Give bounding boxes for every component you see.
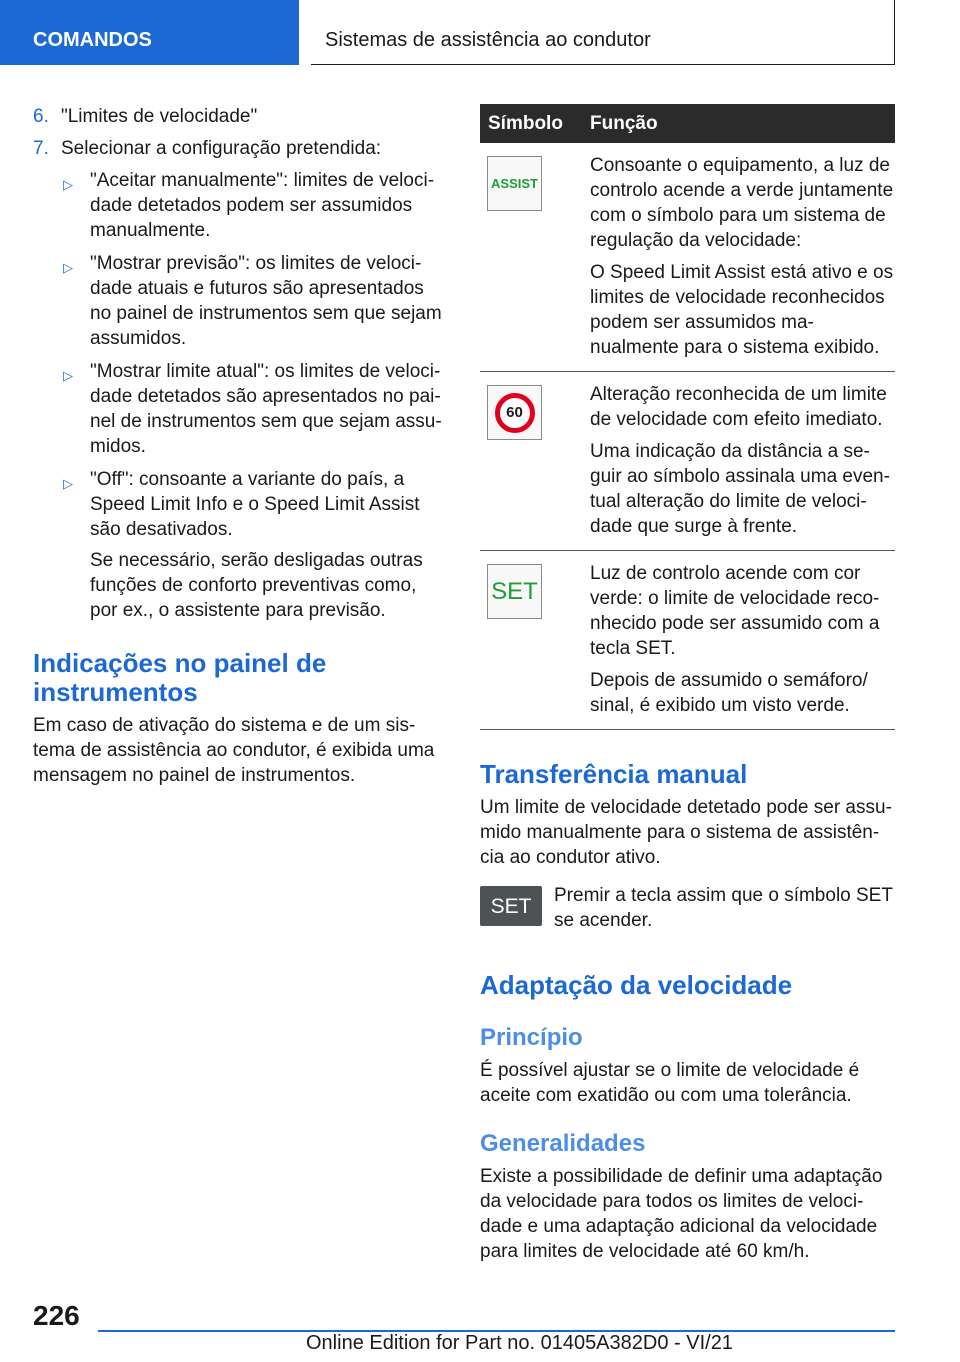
list-item: [63, 168, 445, 243]
assist-icon: [487, 156, 542, 211]
generalidades-heading: Generalidades: [480, 1130, 646, 1157]
page-header-title: Sistemas de assistência ao condutor: [311, 0, 895, 65]
function-text: O Speed Limit Assist está ativo e os limites de velocidade reconhecidos podem ser assumidos manualmente para o sistema exibido.: [590, 262, 894, 358]
step-item: [33, 104, 445, 129]
function-text: Alteração reconhecida de um limite de velocidade com efeito imediato.: [590, 384, 887, 430]
table-header: [480, 104, 895, 143]
left-column: [33, 104, 445, 788]
transferencia-heading: Transferência manual: [480, 759, 748, 789]
option-text: "Mostrar previsão": os limites de velocidade atuais e futuros são apresentados no painel de instrumentos sem que sejam assumidos.: [90, 253, 442, 349]
option-text: "Mostrar limite atual": os limites de velocidade detetados são apresentados no painel de instrumentos sem que sejam assumidos.: [90, 361, 442, 457]
principio-heading: Princípio: [480, 1024, 583, 1051]
function-text: Luz de controlo acende com cor verde: o limite de velocidade reconhecido pode ser assumido com a tecla SET.: [590, 563, 880, 659]
adaptacao-section: [480, 971, 895, 1264]
set-button-icon: [480, 886, 542, 926]
principio-text: É possível ajustar se o limite de velocidade é aceite com exatidão ou com uma tolerância.: [480, 1060, 860, 1106]
step-item: [33, 136, 445, 161]
assist-icon-label: ASSIST: [491, 176, 538, 191]
list-item: [63, 251, 445, 351]
function-text: Depois de assumido o semáforo/ sinal, é exibido um visto verde.: [590, 670, 868, 716]
list-item: [63, 467, 445, 623]
option-text: "Aceitar manualmente": limites de velocidade detetados podem ser assumidos manualmente.: [90, 170, 435, 241]
footer-edition: Online Edition for Part no. 01405A382D0 - VI/21: [306, 1332, 733, 1354]
section-tab: COMANDOS: [0, 0, 299, 65]
column-header-function: Função: [590, 113, 658, 134]
triangle-bullet-icon: ▷: [63, 177, 73, 192]
table-row: [480, 551, 895, 730]
indicacoes-text: Em caso de ativação do sistema e de um sistema de assistência ao condutor, é exibida uma mensagem no painel de instrumentos.: [33, 715, 435, 786]
set-button-text: Premir a tecla assim que o símbolo SET se acender.: [554, 885, 893, 931]
table-row: [480, 143, 895, 372]
step-text: "Limites de velocidade": [61, 106, 258, 127]
option-list: [63, 168, 445, 623]
option-note: Se necessário, serão desligadas outras funções de conforto preventivas como, por ex., o assistente para previsão.: [90, 550, 423, 621]
list-item: [63, 359, 445, 459]
speed-limit-value: 60: [506, 404, 523, 421]
set-button-instruction: [480, 883, 895, 933]
triangle-bullet-icon: ▷: [63, 260, 73, 275]
speed-limit-60-icon: [487, 385, 542, 440]
page-number: 226: [33, 1300, 80, 1331]
set-icon: [487, 564, 542, 619]
set-button-label: SET: [490, 894, 532, 918]
function-text: Consoante o equipamento, a luz de controlo acende a verde juntamente com o símbolo para um sistema de regulação da velocidade:: [590, 155, 894, 251]
indicacoes-heading: Indicações no painel de instrumentos: [33, 648, 327, 707]
step-number: 7.: [33, 138, 49, 159]
generalidades-text: Existe a possibilidade de definir uma adaptação da velocidade para todos os limites de velocidade e uma adaptação adicional da velocidade para limites de velocidade até 60 km/h.: [480, 1166, 883, 1262]
symbol-table: [480, 104, 895, 730]
transferencia-section: [480, 760, 895, 933]
transferencia-text: Um limite de velocidade detetado pode ser assumido manualmente para o sistema de assistência ao condutor ativo.: [480, 797, 892, 868]
function-text: Uma indicação da distância a seguir ao símbolo assinala uma eventual alteração do limite de velocidade que surge à frente.: [590, 441, 890, 537]
set-icon-label: SET: [491, 578, 538, 605]
step-number: 6.: [33, 106, 49, 127]
triangle-bullet-icon: ▷: [63, 368, 73, 383]
adaptacao-heading: Adaptação da velocidade: [480, 970, 793, 1000]
option-text: "Off": consoante a variante do país, a Speed Limit Info e o Speed Limit Assist são desativados.: [90, 469, 420, 540]
table-row: [480, 372, 895, 551]
triangle-bullet-icon: ▷: [63, 476, 73, 491]
step-text: Selecionar a configuração pretendida:: [61, 138, 382, 159]
column-header-symbol: Símbolo: [488, 113, 563, 134]
